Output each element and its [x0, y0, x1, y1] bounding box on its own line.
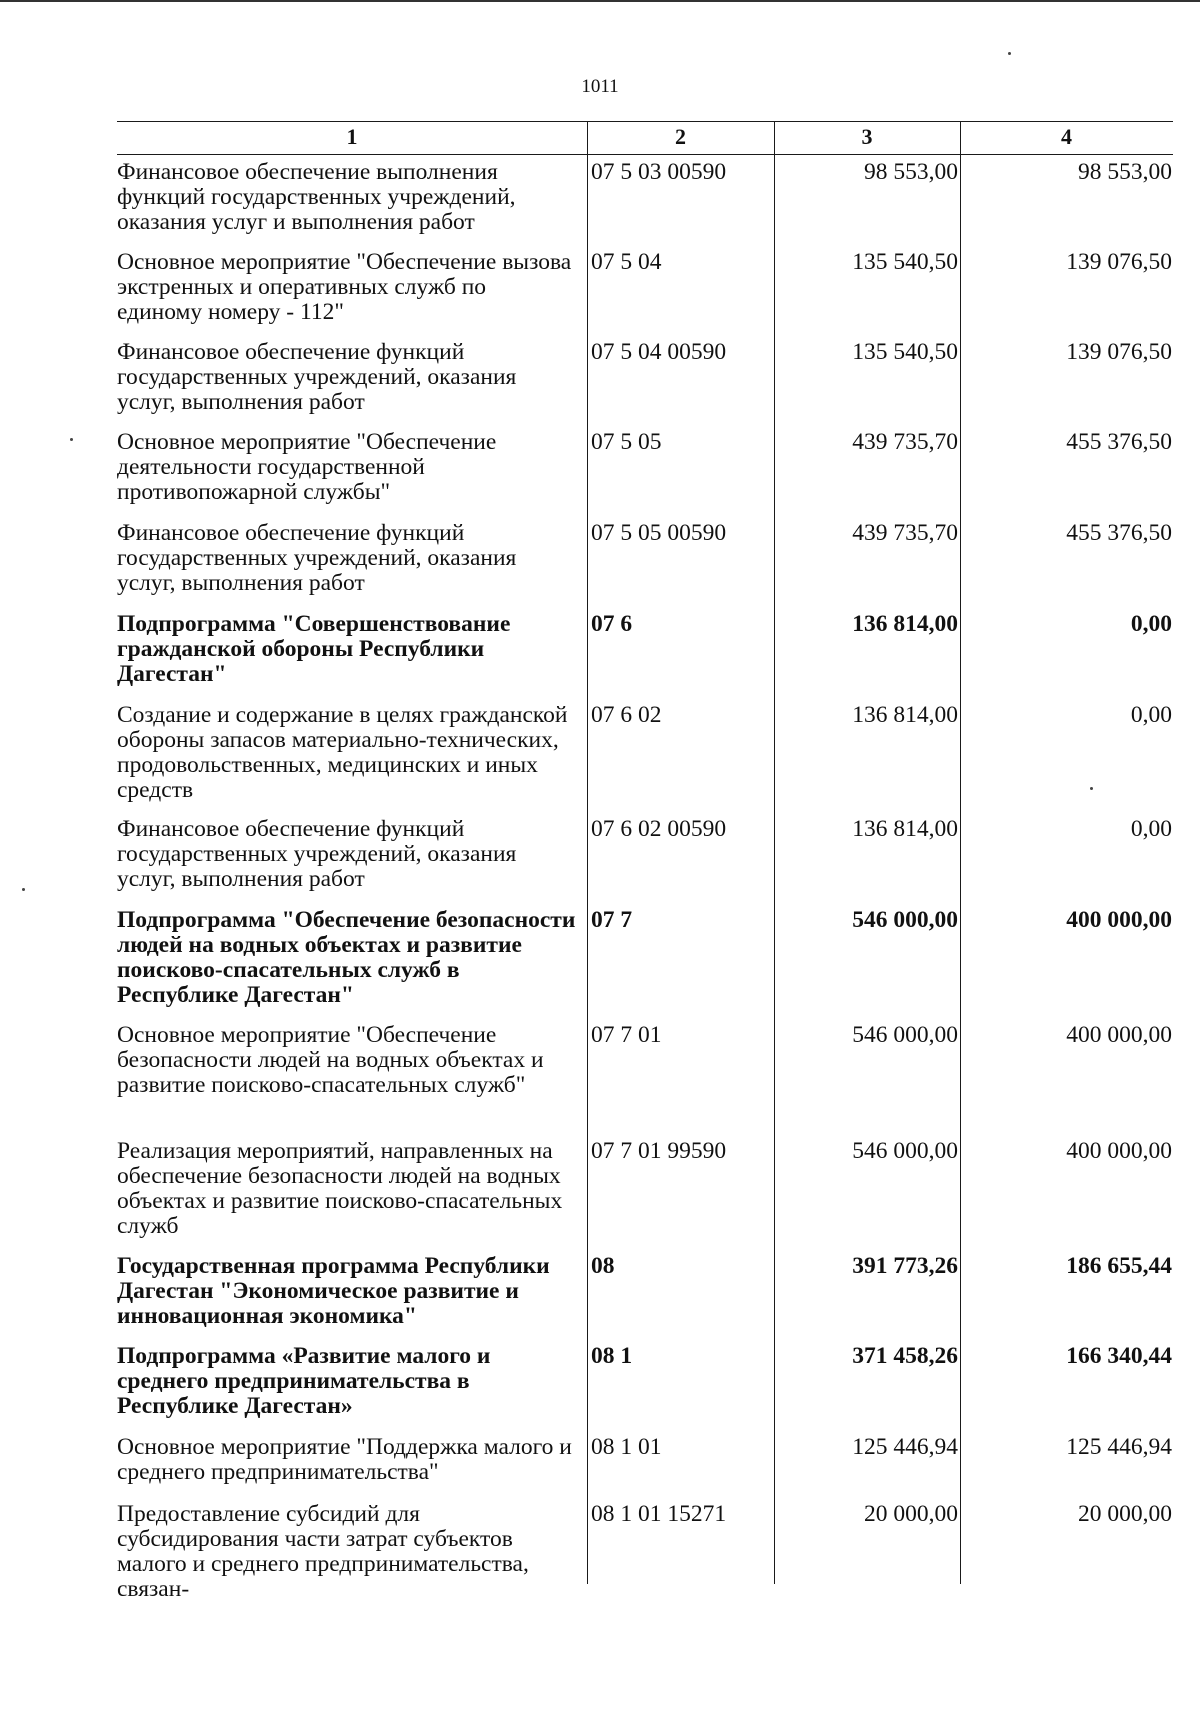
row-amount-col3: 135 540,50 — [852, 249, 958, 275]
row-code: 07 7 01 — [591, 1022, 662, 1048]
row-amount-col4: 455 376,50 — [1066, 520, 1172, 546]
page-number: 1011 — [581, 76, 619, 97]
row-description: Подпрограмма "Совершенствование гражданской обороны Республики Дагестан" — [117, 611, 511, 687]
row-code: 07 5 05 00590 — [591, 520, 727, 546]
row-code: 07 6 02 — [591, 702, 662, 728]
row-amount-col4: 98 553,00 — [1078, 159, 1172, 185]
row-amount-col4: 139 076,50 — [1066, 249, 1172, 275]
row-amount-col3: 546 000,00 — [852, 907, 958, 933]
header-bottom-rule — [117, 154, 1173, 155]
row-description: Реализация мероприятий, направленных на обеспечение безопасности людей на водных объектах и развитие поисково-спасательных служб — [117, 1138, 563, 1239]
column-header-3: 3 — [861, 124, 873, 149]
row-code: 07 5 03 00590 — [591, 159, 727, 185]
scan-speck — [1008, 52, 1011, 55]
row-amount-col3: 391 773,26 — [852, 1253, 958, 1279]
row-amount-col4: 0,00 — [1130, 611, 1172, 637]
row-amount-col3: 136 814,00 — [852, 702, 958, 728]
row-amount-col3: 546 000,00 — [852, 1022, 958, 1048]
row-code: 07 6 02 00590 — [591, 816, 727, 842]
row-description: Государственная программа Республики Дагестан "Экономическое развитие и инновационная экономика" — [117, 1253, 550, 1329]
column-divider-1 — [587, 121, 588, 1584]
budget-table — [117, 121, 1173, 1602]
row-description: Финансовое обеспечение функций государственных учреждений, оказания услуг, выполнения работ — [117, 339, 517, 415]
row-description: Предоставление субсидий для субсидирования части затрат субъектов малого и среднего предпринимательства, связан- — [117, 1501, 529, 1602]
row-code: 07 6 — [591, 611, 633, 637]
row-description: Финансовое обеспечение выполнения функций государственных учреждений, оказания услуг и выполнения работ — [117, 159, 516, 235]
row-code: 08 — [591, 1253, 615, 1279]
column-header-1: 1 — [346, 124, 358, 149]
row-description: Основное мероприятие "Обеспечение безопасности людей на водных объектах и развитие поисково-спасательных служб" — [117, 1022, 544, 1098]
header-top-rule — [117, 121, 1173, 122]
row-amount-col4: 455 376,50 — [1066, 429, 1172, 455]
scan-speck — [22, 888, 25, 891]
row-amount-col3: 439 735,70 — [852, 520, 958, 546]
row-amount-col3: 136 814,00 — [852, 611, 958, 637]
row-amount-col4: 125 446,94 — [1066, 1434, 1172, 1460]
row-amount-col4: 0,00 — [1130, 702, 1172, 728]
row-amount-col3: 135 540,50 — [852, 339, 958, 365]
row-code: 08 1 — [591, 1343, 633, 1369]
scan-speck — [70, 438, 73, 441]
row-description: Создание и содержание в целях гражданской обороны запасов материально-технических, продовольственных, медицинских и иных средств — [117, 702, 568, 803]
row-amount-col3: 98 553,00 — [864, 159, 958, 185]
row-amount-col4: 0,00 — [1130, 816, 1172, 842]
row-code: 07 5 04 00590 — [591, 339, 727, 365]
row-description: Основное мероприятие "Обеспечение вызова экстренных и оперативных служб по единому номеру - 112" — [117, 249, 572, 325]
row-description: Финансовое обеспечение функций государственных учреждений, оказания услуг, выполнения работ — [117, 520, 517, 596]
row-amount-col3: 439 735,70 — [852, 429, 958, 455]
row-code: 08 1 01 — [591, 1434, 662, 1460]
row-code: 07 7 — [591, 907, 633, 933]
row-description: Основное мероприятие "Поддержка малого и среднего предпринимательства" — [117, 1434, 572, 1485]
row-description: Подпрограмма «Развитие малого и среднего предпринимательства в Республике Дагестан» — [117, 1343, 491, 1419]
scan-top-edge — [0, 0, 1200, 2]
row-amount-col4: 400 000,00 — [1066, 907, 1172, 933]
row-amount-col3: 546 000,00 — [852, 1138, 958, 1164]
row-amount-col4: 186 655,44 — [1066, 1253, 1172, 1279]
row-amount-col4: 400 000,00 — [1066, 1022, 1172, 1048]
row-description: Подпрограмма "Обеспечение безопасности людей на водных объектах и развитие поисково-спасательных служб в Республике Дагестан" — [117, 907, 576, 1008]
column-header-2: 2 — [675, 124, 686, 149]
row-code: 07 5 04 — [591, 249, 662, 275]
row-amount-col4: 139 076,50 — [1066, 339, 1172, 365]
row-amount-col4: 20 000,00 — [1078, 1501, 1172, 1527]
row-amount-col4: 400 000,00 — [1066, 1138, 1172, 1164]
row-code: 07 5 05 — [591, 429, 662, 455]
row-code: 07 7 01 99590 — [591, 1138, 727, 1164]
row-code: 08 1 01 15271 — [591, 1501, 727, 1527]
row-amount-col3: 125 446,94 — [852, 1434, 958, 1460]
column-header-4: 4 — [1061, 124, 1072, 149]
row-amount-col3: 371 458,26 — [852, 1343, 958, 1369]
row-amount-col3: 136 814,00 — [852, 816, 958, 842]
row-amount-col3: 20 000,00 — [864, 1501, 958, 1527]
row-description: Финансовое обеспечение функций государственных учреждений, оказания услуг, выполнения работ — [117, 816, 517, 892]
row-description: Основное мероприятие "Обеспечение деятельности государственной противопожарной службы" — [117, 429, 497, 505]
row-amount-col4: 166 340,44 — [1066, 1343, 1172, 1369]
scan-speck — [1090, 787, 1093, 790]
